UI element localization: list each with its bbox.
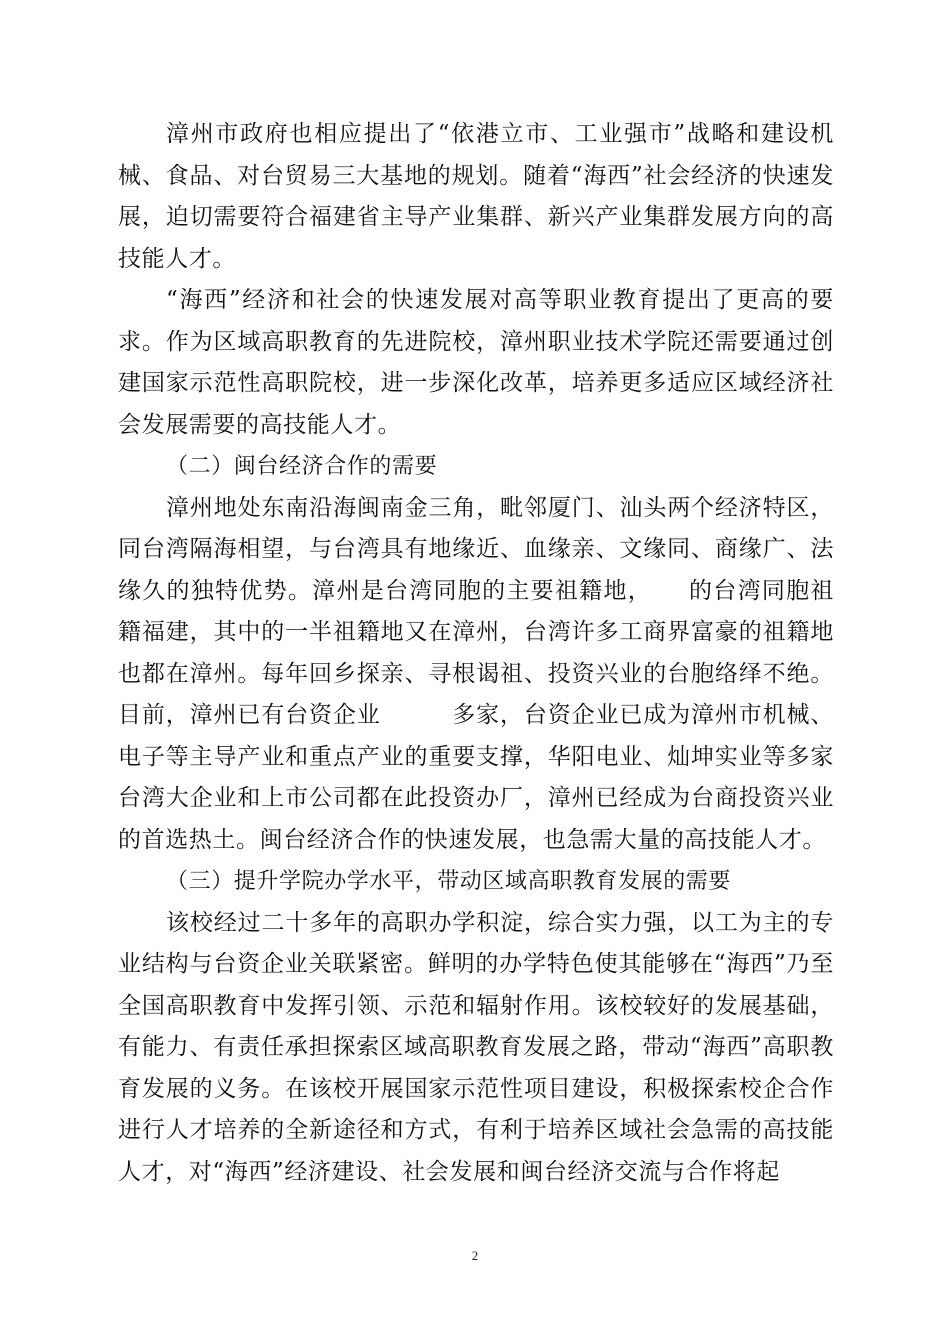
body-paragraph: 漳州地处东南沿海闽南金三角，毗邻厦门、汕头两个经济特区，同台湾隔海相望，与台湾具有地缘近、血缘亲、文缘同、商缘广、法缘久的独特优势。漳州是台湾同胞的主要祖籍地， 的台湾同胞祖籍福建，其中的一半祖籍地又在漳州，台湾许多工商界富豪的祖籍地也都在漳州。每年回乡探亲、寻根谒祖、投资兴业的台胞络绎不绝。目前，漳州已有台资企业 多家，台资企业已成为漳州市机械、电子等主导产业和重点产业的重要支撑，华阳电业、灿坤实业等多家台湾大企业和上市公司都在此投资办厂，漳州已经成为台商投资兴业的首选热土。闽台经济合作的快速发展，也急需大量的高技能人才。 [118,494,834,853]
page-body [118,114,834,1193]
page-number: 2 [471,1248,479,1263]
body-paragraph: “海西”经济和社会的快速发展对高等职业教育提出了更高的要求。作为区域高职教育的先进院校，漳州职业技术学院还需要通过创建国家示范性高职院校，进一步深化改革，培养更多适应区域经济社会发展需要的高技能人才。 [118,287,834,438]
section-heading: （二）闽台经济合作的需要 [166,454,438,479]
body-paragraph: 该校经过二十多年的高职办学积淀，综合实力强，以工为主的专业结构与台资企业关联紧密。鲜明的办学特色使其能够在“海西”乃至全国高职教育中发挥引领、示范和辐射作用。该校较好的发展基础，有能力、有责任承担探索区域高职教育发展之路，带动“海西”高职教育发展的义务。在该校开展国家示范性项目建设，积极探索校企合作进行人才培养的全新途径和方式，有利于培养区域社会急需的高技能人才，对“海西”经济建设、社会发展和闽台经济交流与合作将起 [118,909,834,1185]
section-heading: （三）提升学院办学水平，带动区域高职教育发展的需要 [166,869,732,894]
body-paragraph: 漳州市政府也相应提出了“依港立市、工业强市”战略和建设机械、食品、对台贸易三大基地的规划。随着“海西”社会经济的快速发展，迫切需要符合福建省主导产业集群、新兴产业集群发展方向的高技能人才。 [118,121,834,272]
